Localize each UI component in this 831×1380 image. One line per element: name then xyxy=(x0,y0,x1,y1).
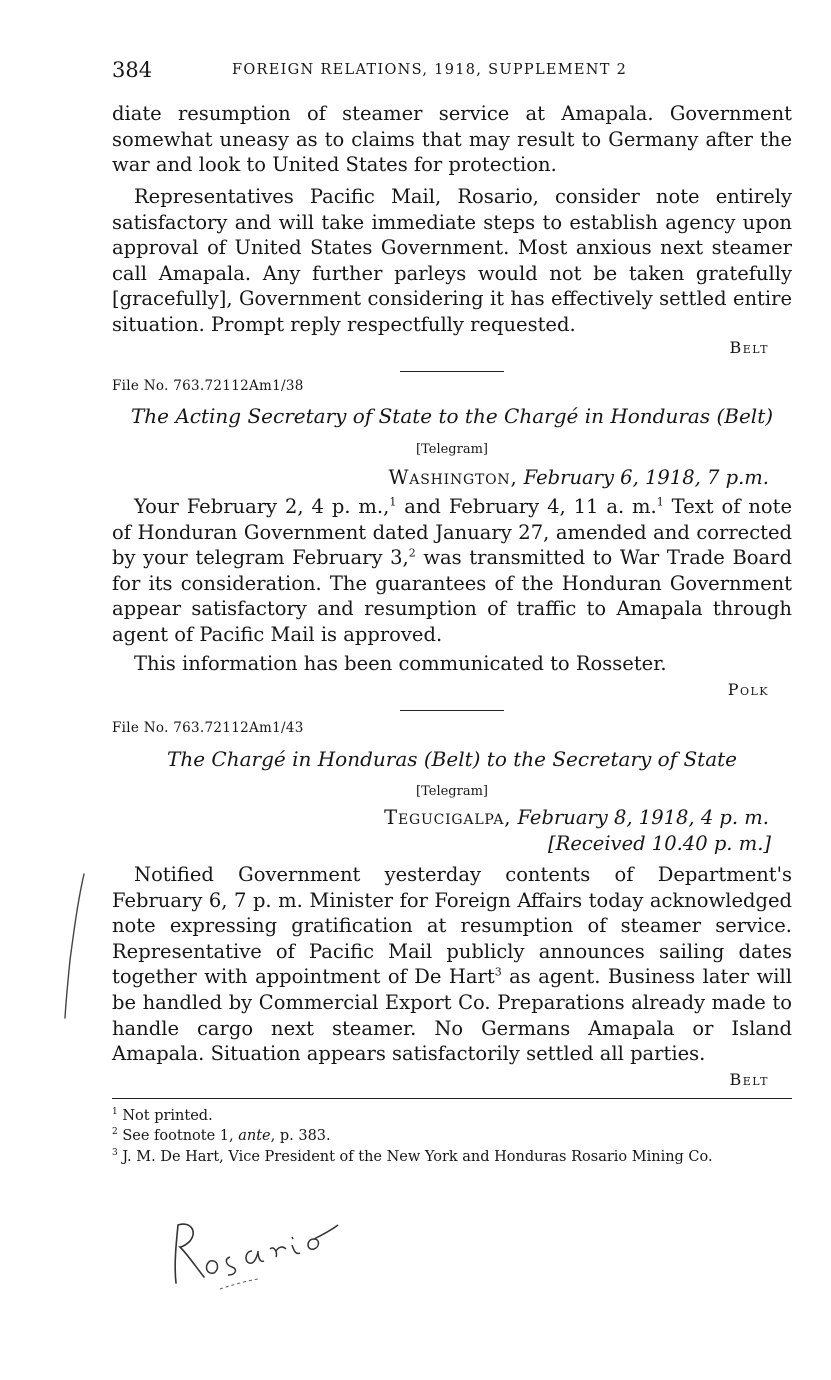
footnote-3: $^3$ J. M. De Hart, Vice President of the New York and Honduras Rosario Mining Co. xyxy=(112,1147,713,1165)
doc3-file-number: File No. 763.72112Am1/43 xyxy=(112,720,304,736)
running-head: FOREIGN RELATIONS, 1918, SUPPLEMENT 2 xyxy=(232,62,628,78)
handwritten-annotation xyxy=(150,1195,370,1305)
doc3-received: [Received 10.40 p. m.] xyxy=(548,832,771,855)
doc2-paragraph-2: This information has been communicated to Rosseter. xyxy=(134,652,667,675)
doc3-paragraph-1: Notified Government yesterday contents of Department's February 6, 7 p. m. Minister for Foreign Affairs today acknowledged note expressing gratification at resumption of steamer service. Representative of Pacific Mail publicly announces sailing dates together with appointment of De Hart$^3$ as agent. Business later will be handled by Commercial Export Co. Preparations already made to handle cargo next steamer. No Germans Amapala or Island Amapala. Situation appears satisfactorily settled all parties. xyxy=(112,863,792,1066)
doc2-place: Washington, xyxy=(388,466,518,489)
doc2-date: February 6, 1918, 7 p.m. xyxy=(523,466,769,489)
doc3-place-date xyxy=(384,806,769,829)
section-divider xyxy=(400,710,504,711)
doc2-title: The Acting Secretary of State to the Chargé in Honduras (Belt) xyxy=(130,404,774,428)
doc2-telegram-label: [Telegram] xyxy=(416,442,488,457)
doc3-signature: Belt xyxy=(729,1070,769,1089)
doc1-paragraph-2: Representatives Pacific Mail, Rosario, consider note entirely satisfactory and will take immediate steps to establish agency upon approval of United States Government. Most anxious next steamer call Amapala. Any further parleys would not be taken gratefully [gracefully], Government considering it has effectively settled entire situation. Prompt reply respectfully requested. xyxy=(112,185,792,336)
footnote-1: $^1$ Not printed. xyxy=(112,1107,213,1124)
footnote-rule xyxy=(112,1098,792,1099)
doc3-place: Tegucigalpa, xyxy=(384,806,512,829)
footnote-2: $^2$ See footnote 1, ante, p. 383. xyxy=(112,1127,331,1145)
doc1-signature: Belt xyxy=(729,338,769,357)
section-divider xyxy=(400,371,504,372)
page-header xyxy=(112,58,792,88)
page-number: 384 xyxy=(112,58,153,82)
doc1-paragraph-1: diate resumption of steamer service at Amapala. Government somewhat uneasy as to claims that may result to Germany after the war and look to United States for protection. xyxy=(112,102,792,177)
doc3-title: The Chargé in Honduras (Belt) to the Secretary of State xyxy=(167,747,737,771)
doc2-place-date xyxy=(388,466,769,489)
footnotes xyxy=(112,1104,792,1165)
doc2-paragraph-1: Your February 2, 4 p. m.,$^1$ and February 4, 11 a. m.$^1$ Text of note of Honduran Government dated January 27, amended and corrected by your telegram February 3,$^2$ was transmitted to War Trade Board for its consideration. The guarantees of the Honduran Government appear satisfactory and resumption of traffic to Amapala through agent of Pacific Mail is approved. xyxy=(112,495,793,646)
doc2-file-number: File No. 763.72112Am1/38 xyxy=(112,378,304,394)
doc2-signature: Polk xyxy=(727,680,769,699)
margin-pencil-mark xyxy=(60,870,90,1020)
doc3-date: February 8, 1918, 4 p. m. xyxy=(517,806,769,829)
doc3-telegram-label: [Telegram] xyxy=(416,784,488,799)
